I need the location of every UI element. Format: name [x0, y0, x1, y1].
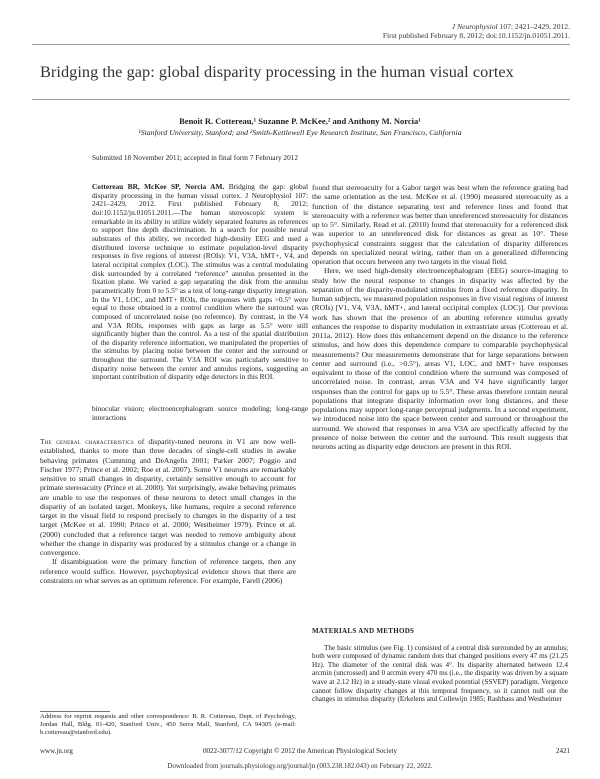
journal-volume: 107: 2421–2429, 2012. [499, 22, 570, 31]
keywords [92, 405, 308, 422]
left-column [40, 437, 296, 585]
correspondence-note: Address for reprint requests and other correspondence: B. R. Cottereau, Dept. of Psychology, Jordan Hall, Bldg. 01-420, Stanford Univ., 450 Serra Mall, Stanford, CA 94305 (e-mail: b.cottereau@stanford.edu). [40, 713, 296, 737]
footer-copyright: 0022-3077/12 Copyright © 2012 the American Physiological Society [202, 747, 398, 755]
abstract [92, 183, 308, 382]
abstract-text: Bridging the gap: global disparity processing in the human visual cortex. J Neurophysiol 107: 2421–2429, 2012. First published February 8, 2012; doi:10.1152/jn.01051.2011.—The human stereoscopic system is remarkable in its ability to utilize widely separated features as references to support fine depth discrimination. In a search for possible neural substrates of this ability, we recorded high-density EEG and used a distributed inverse technique to estimate population-level disparity responses in five regions of interest (ROIs): V1, V3A, hMT+, V4, and lateral occipital complex (LOC). The stimulus was a central modulating disk surrounded by a correlated “reference” annulus presented in the fixation plane. We varied a gap separating the disk from the annulus parametrically from 0 to 5.5° as a test of long-range disparity integration. In the V1, LOC, and hMT+ ROIs, the responses with gaps >0.5° were equal to those obtained in a control condition where the surround was composed of uncorrelated noise (no reference). By contrast, in the V4 and V3A ROIs, responses with gaps as large as 5.5° were still significantly higher than the control. As a test of the spatial distribution of the disparity reference information, we manipulated the properties of the stimulus by placing noise between the center and the surround or throughout the surround. The V3A ROI was particularly sensitive to disparity noise between the center and annulus regions, suggesting an important contribution of disparity edge detectors in this ROI. [92, 182, 309, 382]
page-number: 2421 [556, 747, 570, 755]
download-notice: Downloaded from journals.physiology.org/journal/jn (003.238.182.043) on February 22, 2022. [167, 762, 433, 770]
first-published: First published February 8, 2012; doi:10.1152/jn.01051.2011. [382, 31, 570, 41]
intro-paragraph-1: of disparity-tuned neurons in V1 are now well-established, thanks to more than three decades of single-cell studies in awake behaving primates (Cumming and DeAngelis 2001; Parker 2007; Poggio and Fischer 1977; Prince et al. 2002; Roe et al. 2007). Some V1 neurons are remarkably sensitive to small changes in disparity, certainly sensitive enough to account for primate stereoacuity (Prince et al. 2000). Yet surprisingly, awake behaving primates are unable to use the responses of these neurons to detect small changes in the disparity of an isolated target. Monkeys, like humans, require a second reference target in the visual field to respond precisely to changes in the disparity of a test target (McKee et al. 1990; Prince et al. 2000; Westheimer 1979). Prince et al. (2000) concluded that a reference target was needed to remove ambiguity about whether the change in disparity was produced by a stimulus change or a change in convergence. [40, 437, 296, 557]
methods-paragraph: The basic stimulus (see Fig. 1) consisted of a central disk surrounded by an annulus; both were composed of dynamic random dots that changed positions every 47 ms (21.25 Hz). The diameter of the central disk was 4°. Its disparity alternated between 12.4 arcmin (uncrossed) and 0 arcmin every 470 ms (i.e., the disparity was driven by a square wave at 2.12 Hz) in a steady-state visual evoked potential (SSVEP) paradigm. Vergence cannot follow disparity changes at this temporal frequency, so it cannot null out the changes in stimulus disparity (Erkelens and Collewijn 1985; Rashbass and Westheimer [312, 643, 568, 704]
title-rule [32, 99, 570, 100]
footer-url: www.jn.org [40, 747, 73, 755]
intro-smallcaps: The general characteristics [40, 437, 134, 446]
intro-paragraph-2: If disambiguation were the primary function of reference targets, then any reference would suffice. However, psychophysical evidence shows that there are constraints on what serves as an optimum reference. For example, Farell (2006) [40, 557, 296, 585]
journal-header [383, 22, 570, 40]
header-rule [32, 44, 570, 45]
footnote-rule [40, 711, 110, 712]
affiliations: ¹Stanford University, Stanford; and ²Smith-Kettlewell Eye Research Institute, San Francisco, California [138, 128, 462, 137]
abstract-lead: Cottereau BR, McKee SP, Norcia AM. [92, 182, 225, 191]
right-column [312, 183, 568, 451]
journal-name: J Neurophysiol [451, 22, 498, 31]
paper-title: Bridging the gap: global disparity processing in the human visual cortex [40, 62, 514, 81]
submission-dates: Submitted 18 November 2011; accepted in final form 7 February 2012 [92, 153, 299, 162]
intro-paragraph-3: found that stereoacuity for a Gabor target was best when the reference grating had the same orientation as the test. McKee et al. (1990) measured stereoacuity as a function of the distance separating test and reference lines and found that stereoacuity with a reference was better than unreferenced stereoacuity for distances up to 5°. Similarly, Read et al. (2010) found that stereoacuity for a referenced disk was superior to an unreferenced disk for distances as great as 10°. These psychophysical constraints suggest that the calculation of disparity differences depends on specialized neural wiring, rather than on a generalized differencing operation that occurs between any two targets in the visual field. [312, 183, 568, 266]
section-heading: MATERIALS AND METHODS [312, 627, 415, 635]
methods-section [312, 617, 568, 704]
authors: Benoit R. Cottereau,¹ Suzanne P. McKee,² and Anthony M. Norcia¹ [179, 116, 421, 126]
keywords-text: binocular vision; electroencephalogram source modeling; long-range interactions [92, 404, 308, 422]
intro-paragraph-4: Here, we used high-density electroencephalogram (EEG) source-imaging to study how the neural response to changes in disparity was affected by the separation of the disparity-modulated stimulus from a fixed reference disparity. In human subjects, we measured population responses in five visual regions of interest (ROIs) [V1, V4, V3A, hMT+, and lateral occipital complex (LOC)]. Our previous work has shown that the presence of an abutting reference stimulus greatly enhances the response to disparity modulation in extrastriate areas (Cottereau et al. 2011a, 2012). How does this enhancement depend on the distance to the reference stimulus, and how does this dependence compare to comparable psychophysical measurements? Our measurements demonstrate that for large separations between center and surround (i.e., >0.5°), areas V1, LOC, and hMT+ have responses equivalent to those of the control condition where the surround was composed of uncorrelated noise. In contrast, areas V3A and V4 have significantly larger responses than the control for gaps up to 5.5°. These areas therefore contain neural populations that integrate disparity information over long distances, and these populations may support long-range perceptual judgments. In a second experiment, we introduced noise into the space between center and surround or throughout the surround. We showed that responses in area V3A are specifically affected by the presence of noise between the center and the surround. This result suggests that neurons acting as disparity edge detectors are present in this ROI. [312, 266, 568, 451]
